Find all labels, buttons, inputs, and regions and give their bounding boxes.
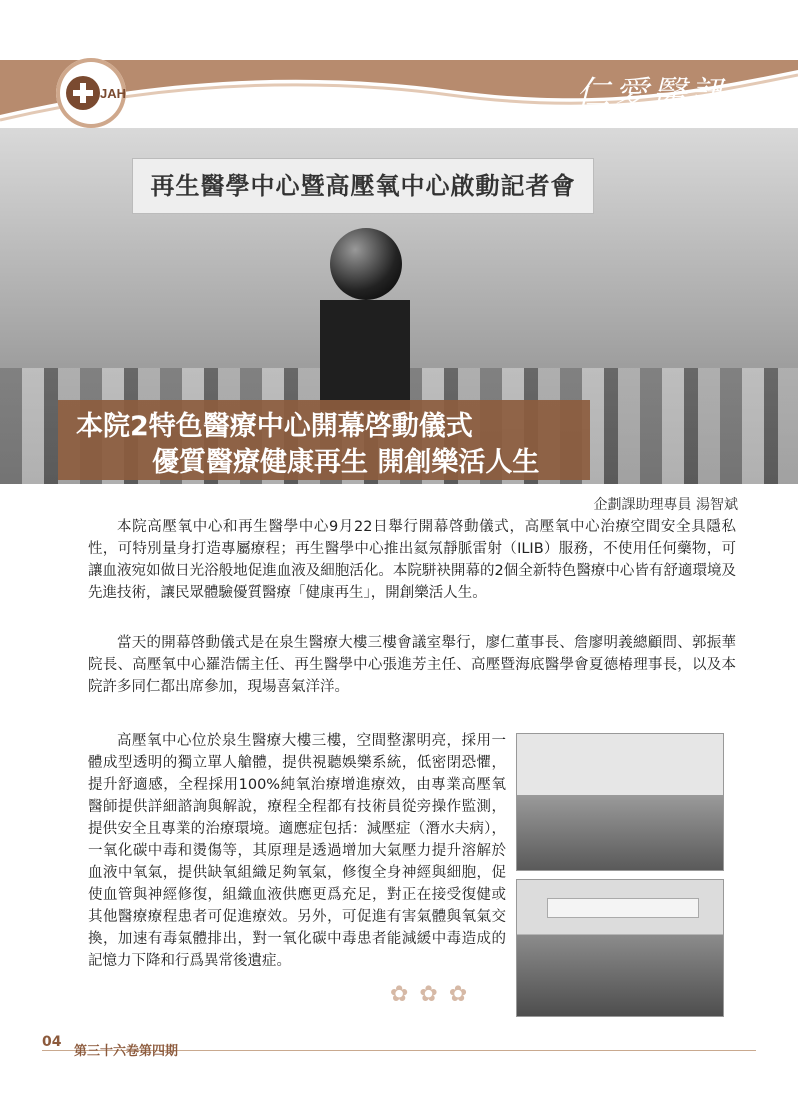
paragraph-3: 高壓氧中心位於泉生醫療大樓三樓，空間整潔明亮，採用一體成型透明的獨立單人艙體，提供視聽娛樂系統，低密閉恐懼，提升舒適感，全程採用100%純氧治療增進療效，由專業高壓氧醫師提供詳細諮詢與解說，療程全程都有技術員從旁操作監測，提供安全且專業的治療環境。適應症包括：減壓症（潛水夫病），一氧化碳中毒和燙傷等，其原理是透過增加大氣壓力提升溶解於血液中氧氣，提供缺氧組織足夠氧氣，修復全身神經與細胞，促使血管與神經修復，組織血液供應更爲充足，對正在接受復健或其他醫療療程患者可促進療效。另外，可促進有害氣體與氧氣交換，加速有毒氣體排出，對一氧化碳中毒患者能減緩中毒造成的記憶力下降和行爲異常後遺症。 bbox=[88, 733, 506, 969]
flower-decoration-icon: ✿ ✿ ✿ bbox=[390, 982, 470, 1007]
paragraph-1: 本院高壓氧中心和再生醫學中心9月22日舉行開幕啓動儀式，高壓氧中心治療空間安全具隱私性，可特別量身打造專屬療程；再生醫學中心推出氦氖靜脈雷射（ILIB）服務，不使用任何藥物，可讓血液宛如做日光浴般地促進血液及細胞活化。本院駢袂開幕的2個全新特色醫療中心皆有舒適環境及先進技術，讓民眾體驗優質醫療「健康再生」，開創樂活人生。 bbox=[88, 519, 736, 601]
newsletter-title: 仁愛醫訊 bbox=[576, 74, 728, 114]
page-number: 04 bbox=[42, 1034, 62, 1050]
paragraph-2: 當天的開幕啓動儀式是在泉生醫療大樓三樓會議室舉行，廖仁董事長、詹廖明義總顧問、郭振華院長、高壓氧中心羅浩儒主任、再生醫學中心張進芳主任、高壓暨海底醫學會夏德椿理事長，以及本院許多同仁都出席參加，現場喜氣洋洋。 bbox=[88, 635, 736, 695]
headline-line1: 本院2特色醫療中心開幕啓動儀式 bbox=[76, 411, 473, 442]
headline-line2: 優質醫療健康再生 開創樂活人生 bbox=[152, 447, 540, 478]
stage-pedestal bbox=[320, 300, 410, 410]
author-byline: 企劃課助理專員 湯智斌 bbox=[593, 497, 738, 513]
ceremony-sphere-icon bbox=[330, 228, 402, 300]
logo-text: JAH bbox=[100, 86, 127, 101]
audience-photo-2 bbox=[516, 879, 724, 1017]
volume-label: 第三十六卷第四期 bbox=[74, 1044, 179, 1059]
cross-icon bbox=[66, 76, 100, 110]
photo-sign bbox=[547, 898, 699, 918]
hospital-logo bbox=[56, 58, 126, 128]
audience-photo-1 bbox=[516, 733, 724, 871]
photo-banner: 再生醫學中心暨高壓氧中心啟動記者會 bbox=[132, 158, 594, 214]
